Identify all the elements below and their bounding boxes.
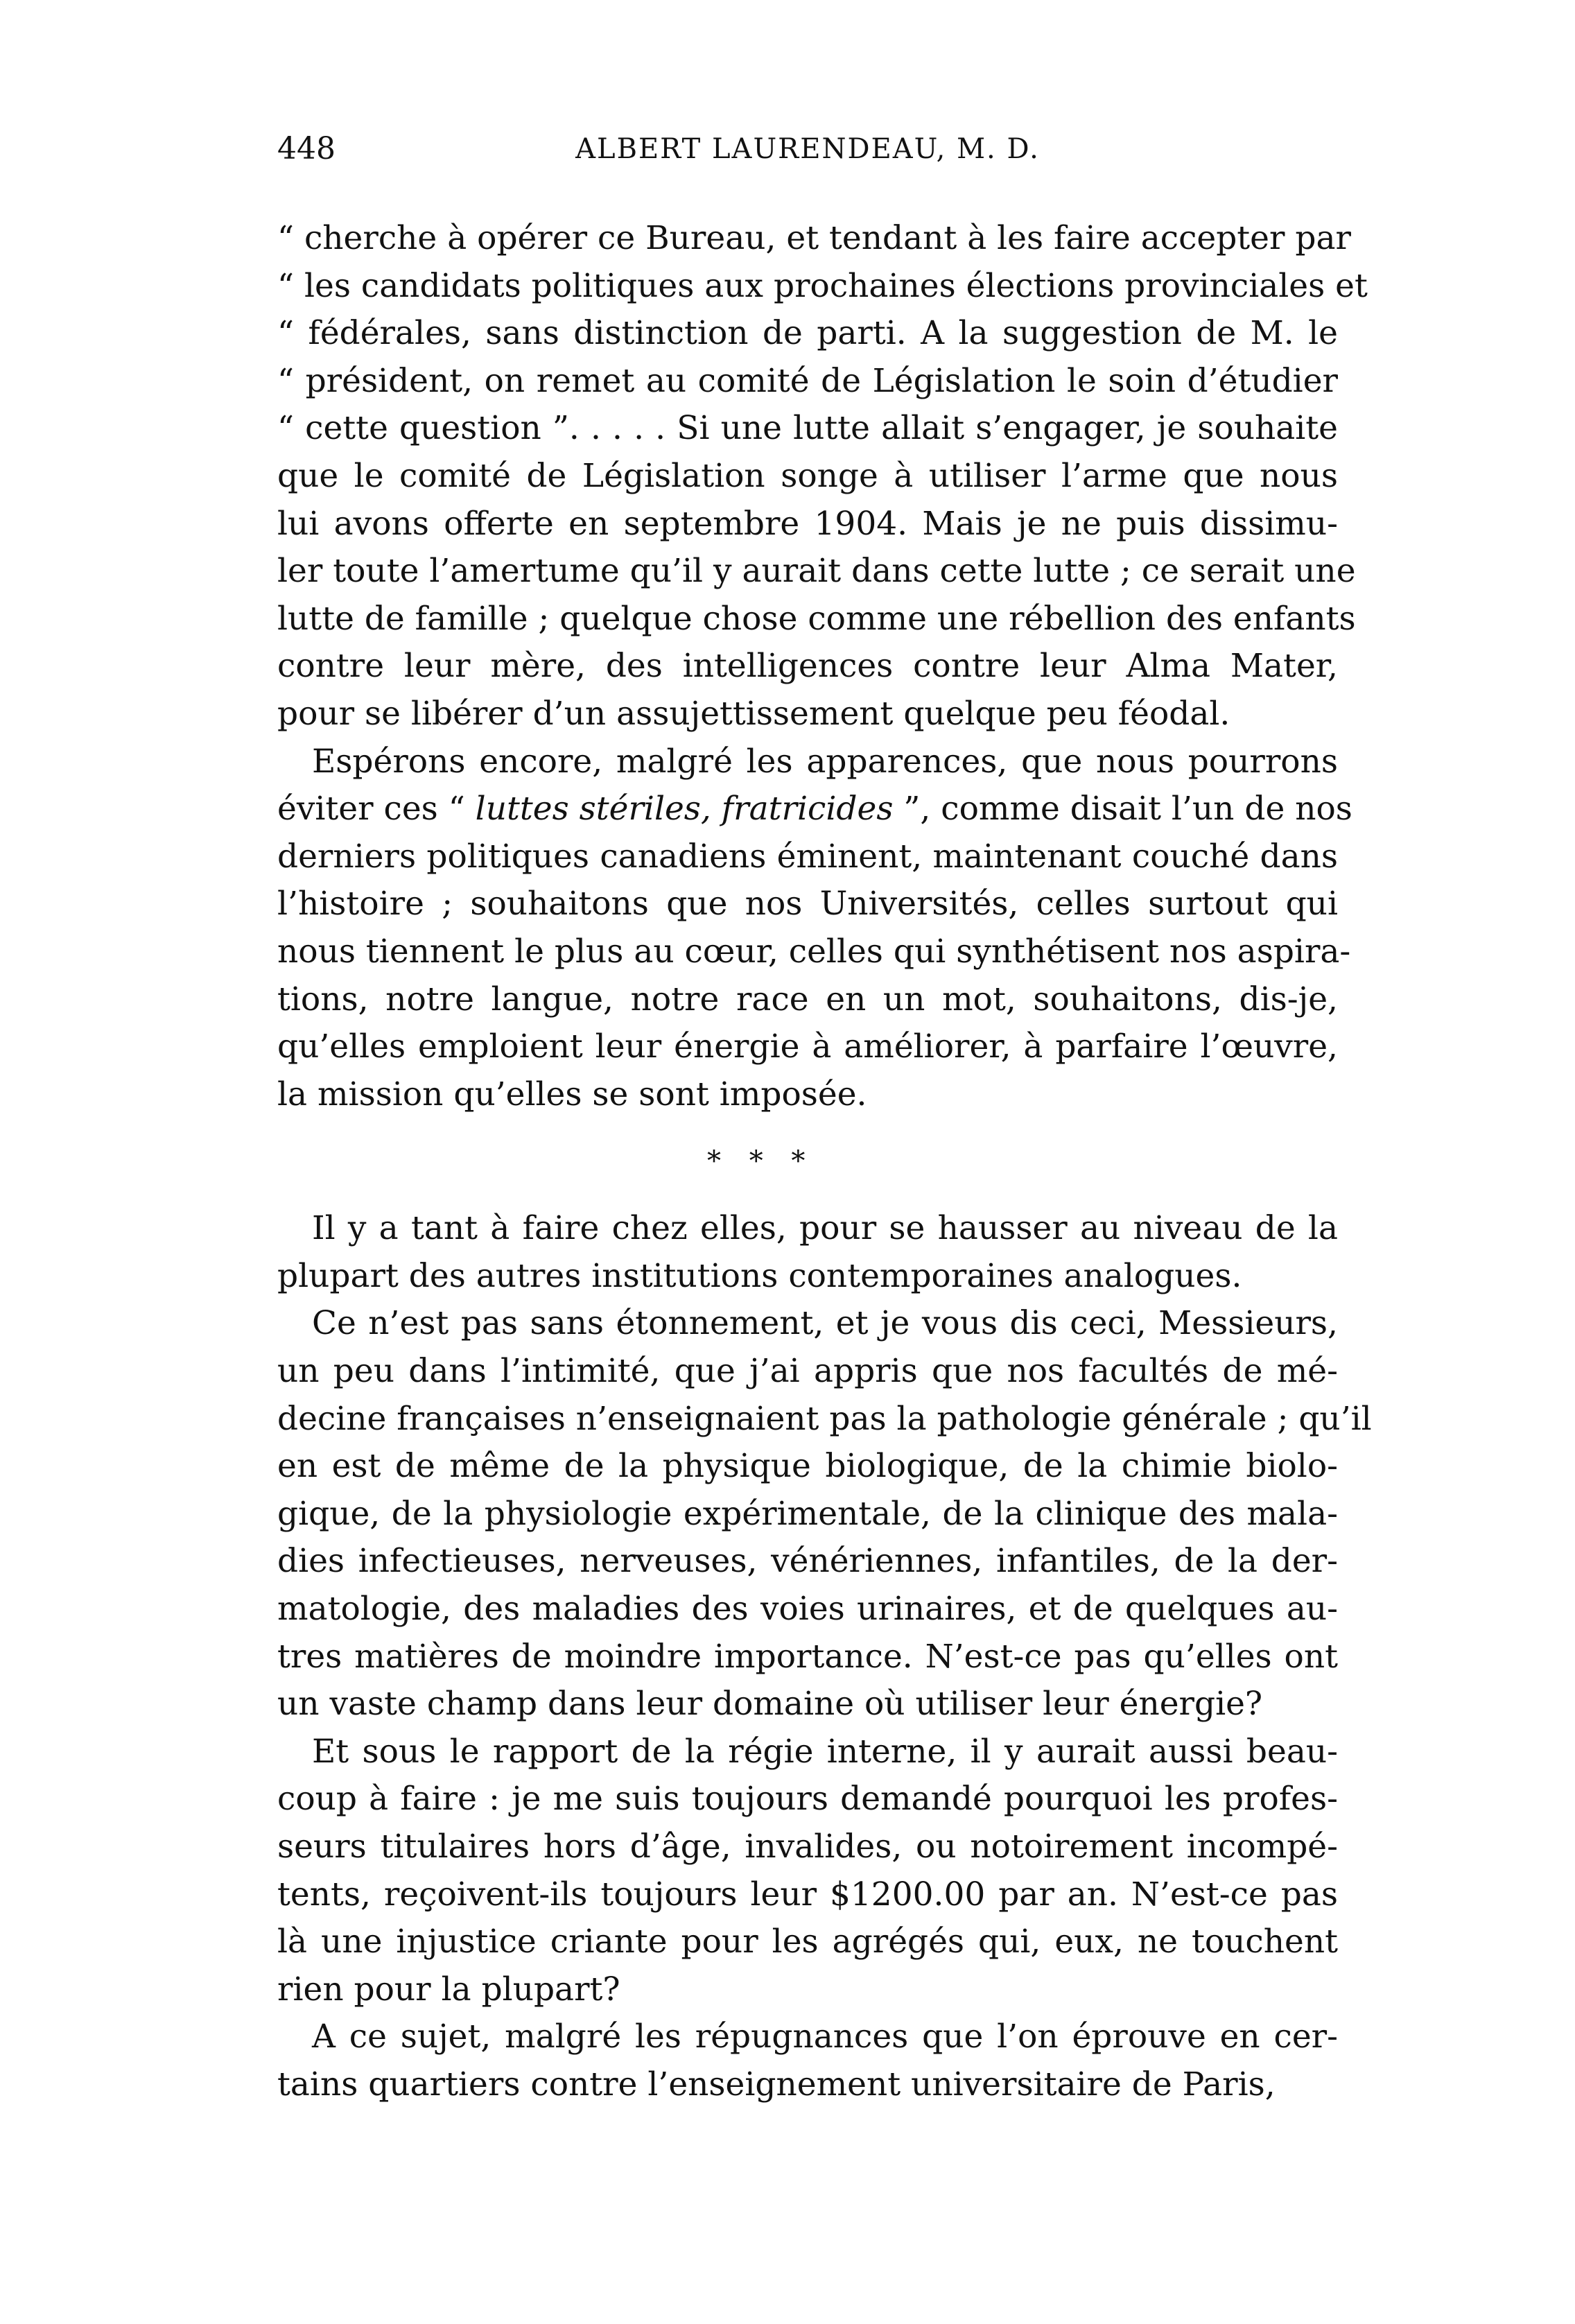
text-line: rien pour la plupart? (277, 1970, 620, 2009)
text-line: derniers politiques canadiens éminent, maintenant couché dans (277, 837, 1338, 876)
text-line: éviter ces “ luttes stériles, fratricides ”, comme disait l’un de nos (277, 790, 1352, 829)
text-line: plupart des autres institutions contemporaines analogues. (277, 1256, 1242, 1295)
text-line: là une injustice criante pour les agrégés qui, eux, ne touchent (277, 1923, 1338, 1961)
text-line: A ce sujet, malgré les répugnances que l’on éprouve en cer- (312, 2018, 1338, 2056)
text-section-1 (277, 215, 1368, 1118)
running-head: ALBERT LAURENDEAU, M. D. (575, 133, 1040, 165)
text-line: tents, reçoivent-ils toujours leur $1200.00 par an. N’est-ce pas (277, 1875, 1338, 1914)
text-line: “ cette question ”. . . . . Si une lutte allait s’engager, je souhaite (277, 409, 1338, 448)
text-line: tres matières de moindre importance. N’est-ce pas qu’elles ont (277, 1637, 1338, 1676)
emphasized-phrase: luttes stériles, fratricides (475, 790, 894, 829)
text-line: un peu dans l’intimité, que j’ai appris que nos facultés de mé- (277, 1352, 1338, 1391)
paragraph (277, 215, 1368, 738)
text-line: ler toute l’amertume qu’il y aurait dans cette lutte ; ce serait une (277, 552, 1356, 591)
text-line: tions, notre langue, notre race en un mot, souhaitons, dis-je, (277, 980, 1338, 1018)
text-line: contre leur mère, des intelligences contre leur Alma Mater, (277, 647, 1338, 686)
paragraph (277, 1300, 1372, 1728)
text-line: decine françaises n’enseignaient pas la pathologie générale ; qu’il (277, 1399, 1372, 1438)
text-line: “ président, on remet au comité de Législation le soin d’étudier (277, 361, 1338, 400)
text-line: Ce n’est pas sans étonnement, et je vous dis ceci, Messieurs, (312, 1304, 1338, 1343)
text-line: Et sous le rapport de la régie interne, il y aurait aussi beau- (312, 1732, 1338, 1771)
page-number: 448 (277, 131, 336, 166)
text-line: l’histoire ; souhaitons que nos Universités, celles surtout qui (277, 885, 1338, 923)
text-section-2 (277, 1205, 1372, 2108)
text-line: “ les candidats politiques aux prochaines élections provinciales et (277, 266, 1368, 305)
text-line: nous tiennent le plus au cœur, celles qui synthétisent nos aspira- (277, 932, 1351, 971)
text-line: tains quartiers contre l’enseignement universitaire de Paris, (277, 2065, 1276, 2104)
text-line: “ fédérales, sans distinction de parti. A la suggestion de M. le (277, 314, 1338, 353)
text-line: dies infectieuses, nerveuses, vénériennes, infantiles, de la der- (277, 1542, 1338, 1581)
text-line: pour se libérer d’un assujettissement quelque peu féodal. (277, 694, 1230, 733)
page-header (277, 121, 1338, 177)
text-line: gique, de la physiologie expérimentale, de la clinique des mala- (277, 1494, 1338, 1533)
paragraph (277, 2013, 1338, 2108)
text-line: que le comité de Législation songe à utiliser l’arme que nous (277, 456, 1338, 495)
section-separator: * * * (707, 1145, 815, 1178)
text-line: la mission qu’elles se sont imposée. (277, 1075, 867, 1113)
text-line: seurs titulaires hors d’âge, invalides, ou notoirement incompé- (277, 1828, 1338, 1866)
text-line: Il y a tant à faire chez elles, pour se hausser au niveau de la (312, 1209, 1338, 1248)
body-text (277, 215, 1372, 2109)
paragraph (277, 1205, 1338, 1300)
text-line: “ cherche à opérer ce Bureau, et tendant à les faire accepter par (277, 219, 1351, 257)
text-line: lui avons offerte en septembre 1904. Mais je ne puis dissimu- (277, 504, 1338, 543)
text-line: qu’elles emploient leur énergie à améliorer, à parfaire l’œuvre, (277, 1027, 1338, 1066)
book-page (277, 121, 1372, 2109)
text-line: lutte de famille ; quelque chose comme une rébellion des enfants (277, 599, 1356, 638)
text-line: matologie, des maladies des voies urinaires, et de quelques au- (277, 1590, 1338, 1629)
text-line: un vaste champ dans leur domaine où utiliser leur énergie? (277, 1685, 1263, 1724)
text-line: Espérons encore, malgré les apparences, que nous pourrons (312, 742, 1338, 781)
text-line: coup à faire : je me suis toujours demandé pourquoi les profes- (277, 1780, 1338, 1819)
paragraph (277, 738, 1352, 1119)
paragraph (277, 1728, 1338, 2014)
text-line: en est de même de la physique biologique, de la chimie biolo- (277, 1447, 1338, 1486)
